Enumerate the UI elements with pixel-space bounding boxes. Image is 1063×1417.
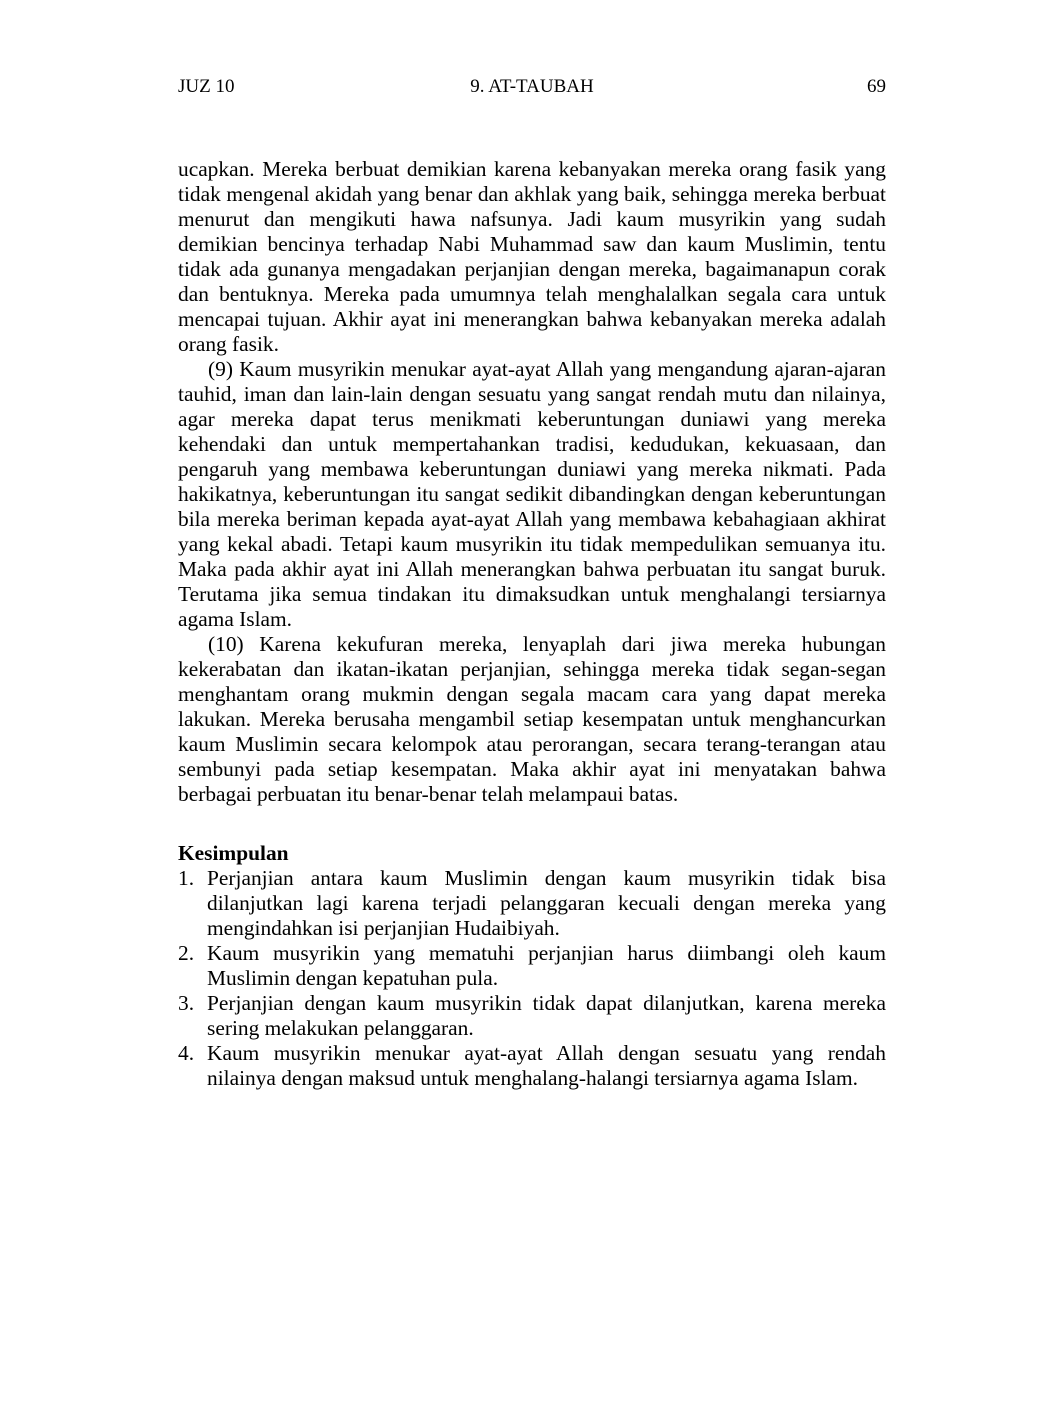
chapter-title: 9. AT-TAUBAH — [470, 76, 594, 97]
list-item-number: 4. — [178, 1041, 195, 1065]
paragraph-continuation: ucapkan. Mereka berbuat demikian karena kebanyakan mereka orang fasik yang tidak mengenal akidah yang benar dan akhlak yang baik, sehingga mereka berbuat menurut dan mengikuti hawa nafsunya. Jadi kaum musyrikin yang sudah demikian bencinya terhadap Nabi Muhammad saw dan kaum Muslimin, tentu tidak ada gunanya mengadakan perjanjian dengan mereka, bagaimanapun corak dan bentuknya. Mereka pada umumnya telah menghalalkan segala cara untuk mencapai tujuan. Akhir ayat ini menerangkan bahwa kebanyakan mereka adalah orang fasik. — [178, 157, 886, 356]
list-item-number: 2. — [178, 941, 195, 965]
list-item — [178, 941, 886, 991]
list-item-number: 3. — [178, 991, 195, 1015]
list-item — [178, 1041, 886, 1091]
paragraph-verse-9: (9) Kaum musyrikin menukar ayat-ayat Allah yang mengandung ajaran-ajaran tauhid, iman dan lain-lain dengan sesuatu yang sangat rendah mutu dan nilainya, agar mereka dapat terus menikmati keberuntungan duniawi yang mereka kehendaki dan untuk mempertahankan tradisi, kedudukan, kekuasaan, dan pengaruh yang membawa keberuntungan duniawi yang mereka nikmati. Pada hakikatnya, keberuntungan itu sangat sedikit dibandingkan dengan keberuntungan bila mereka beriman kepada ayat-ayat Allah yang membawa kebahagiaan akhirat yang kekal abadi. Tetapi kaum musyrikin itu tidak mempedulikan semuanya itu. Maka pada akhir ayat ini Allah menerangkan bahwa perbuatan itu sangat buruk. Terutama jika semua tindakan itu dimaksudkan untuk menghalangi tersiarnya agama Islam. — [178, 357, 886, 631]
list-item-text: Perjanjian dengan kaum musyrikin tidak dapat dilanjutkan, karena mereka sering melakukan pelanggaran. — [207, 991, 886, 1040]
list-item-text: Kaum musyrikin menukar ayat-ayat Allah dengan sesuatu yang rendah nilainya dengan maksud untuk menghalang-halangi tersiarnya agama Islam. — [207, 1041, 886, 1090]
conclusion-list — [178, 866, 886, 1091]
paragraph-verse-10: (10) Karena kekufuran mereka, lenyaplah dari jiwa mereka hubungan kekerabatan dan ikatan-ikatan perjanjian, sehingga mereka tidak segan-segan menghantam orang mukmin dengan segala macam cara yang dapat mereka lakukan. Mereka berusaha mengambil setiap kesempatan untuk menghancurkan kaum Muslimin secara kelompok atau perorangan, secara terang-terangan atau sembunyi pada setiap kesempatan. Maka akhir ayat ini menyatakan bahwa berbagai perbuatan itu benar-benar telah melampaui batas. — [178, 632, 886, 806]
list-item-text: Perjanjian antara kaum Muslimin dengan kaum musyrikin tidak bisa dilanjutkan lagi karena terjadi pelanggaran kecuali dengan mereka yang mengindahkan isi perjanjian Hudaibiyah. — [207, 866, 886, 940]
running-header — [178, 74, 886, 100]
list-item — [178, 991, 886, 1041]
list-item — [178, 866, 886, 941]
body-text — [178, 157, 886, 1091]
page-number: 69 — [867, 76, 886, 97]
juz-label: JUZ 10 — [178, 76, 235, 97]
list-item-number: 1. — [178, 866, 195, 890]
conclusion-heading: Kesimpulan — [178, 841, 289, 865]
list-item-text: Kaum musyrikin yang mematuhi perjanjian harus diimbangi oleh kaum Muslimin dengan kepatuhan pula. — [207, 941, 886, 990]
